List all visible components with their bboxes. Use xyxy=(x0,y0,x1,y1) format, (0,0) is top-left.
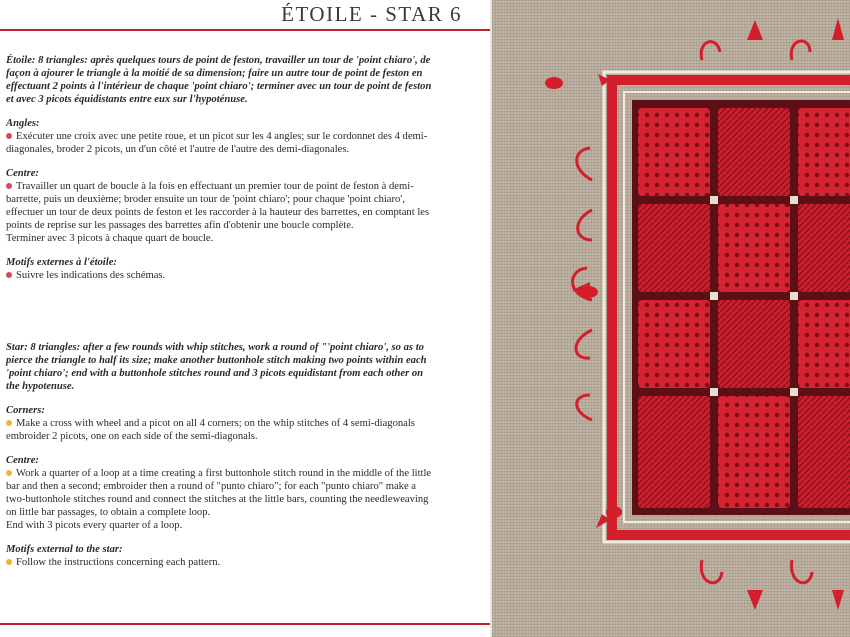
english-centre-end: End with 3 picots every quarter of a loop. xyxy=(6,520,183,531)
english-motifs-title: Motifs external to the star: xyxy=(6,544,123,555)
english-corners-text: Make a cross with wheel and a picot on all 4 corners; on the whip stitches of 4 semi-diagonals embroider 2 picots, one on each side of the semi-diagonals. xyxy=(6,418,415,442)
bullet-icon xyxy=(6,272,12,278)
french-angles-paragraph xyxy=(6,130,438,156)
french-motifs-paragraph xyxy=(6,269,438,282)
english-centre-text: Work a quarter of a loop at a time creating a first buttonhole stitch round in the middle of the little bar and then a second; embroider then a round of "punto chiaro"; for each "punto chiaro" make a two-buttonhole stitches round and connect the stitches at the little bars, counting the needleweaving on little bar passages, to obtain a complete loop. xyxy=(6,468,432,518)
french-angles-text: Exécuter une croix avec une petite roue, et un picot sur les 4 angles; sur le cordonnet des 4 demi-diagonales, broder 2 picots, un d'un côté et l'autre de l'autre des demi-diagonales. xyxy=(6,131,428,155)
embroidery-illustration xyxy=(492,0,850,637)
bullet-icon xyxy=(6,133,12,139)
embroidery-photo xyxy=(492,0,850,637)
french-centre-end: Terminer avec 3 picots à chaque quart de boucle. xyxy=(6,233,214,244)
bullet-icon xyxy=(6,559,12,565)
bottom-rule xyxy=(0,623,492,625)
french-centre-text: Travailler un quart de boucle à la fois en effectuant un premier tour de point de feston à demi-barrette, puis un deuxième; broder ensuite un tour de 'point chiaro'; pour chaque 'point chiaro', effectuer un tour de deux points de feston et les raccorder à la hauteur des barrettes, en comptant les points de reprise sur les passages des barrettes afin d'obtenir une boucle complète. xyxy=(6,181,430,231)
block-grid xyxy=(638,108,850,508)
french-centre-title: Centre: xyxy=(6,168,39,179)
english-centre-title: Centre: xyxy=(6,455,39,466)
bullet-icon xyxy=(6,420,12,426)
english-motifs-paragraph xyxy=(6,556,438,569)
english-corners-title: Corners: xyxy=(6,405,45,416)
bullet-icon xyxy=(6,470,12,476)
french-motifs-text: Suivre les indications des schémas. xyxy=(16,270,166,281)
english-motifs-text: Follow the instructions concerning each pattern. xyxy=(16,557,221,568)
english-corners-paragraph xyxy=(6,417,438,443)
french-intro: Étoile: 8 triangles: après quelques tours de point de feston, travailler un tour de 'point chiaro', de façon à ajourer le triangle à la moitié de sa dimension; faire un autre tour de point de feston en effectuant 2 points à l'intérieur de chaque 'point chiaro'; terminer avec un tour de point de feston et avec 3 picots équidistants entre eux sur l'hypoténuse. xyxy=(6,55,432,105)
top-rule xyxy=(0,29,492,31)
content-body xyxy=(6,54,438,580)
page-title: ÉTOILE - STAR 6 xyxy=(281,2,462,26)
french-centre-paragraph xyxy=(6,180,438,245)
english-centre-paragraph xyxy=(6,467,438,532)
english-intro: Star: 8 triangles: after a few rounds with whip stitches, work a round of "'point chiaro', so as to pierce the triangle to half its size; make another buttonhole stitch making two points within each 'point chiaro'; end with a buttonhole stitches round and 3 picots equidistant from each other on the hypotenuse. xyxy=(6,342,427,392)
french-angles-title: Angles: xyxy=(6,118,40,129)
bullet-icon xyxy=(6,183,12,189)
french-motifs-title: Motifs externes à l'étoile: xyxy=(6,257,117,268)
